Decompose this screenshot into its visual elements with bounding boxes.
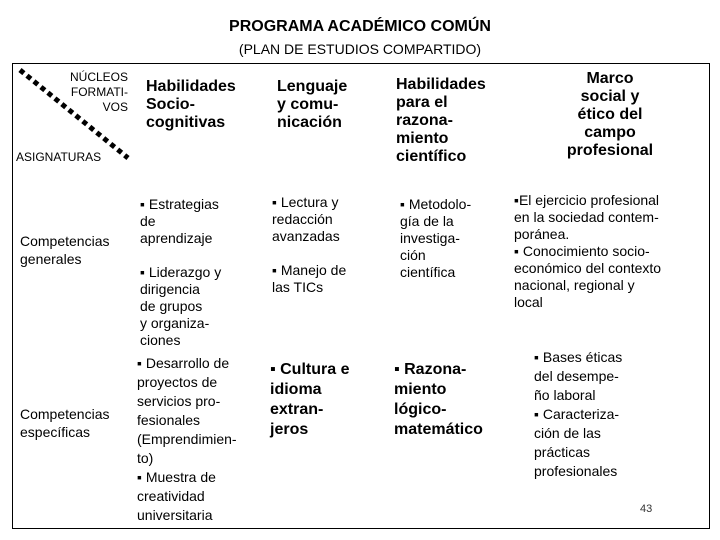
column-header-lenguaje: Lenguaje y comu- nicación: [277, 78, 348, 131]
column-header-razonamiento: Habilidades para el razona- miento científico: [396, 76, 486, 165]
cell-especificas-lenguaje: ▪ Cultura e idioma extran- jeros: [270, 361, 350, 438]
column-header-socio-cognitivas: Habilidades Socio- cognitivas: [146, 78, 236, 131]
column-header-marco-social: Marco social y ético del campo profesional: [566, 70, 654, 159]
cell-especificas-marco: ▪ Bases éticas del desempe- ño laboral ▪ Caracteriza- ción de las prácticas profesionales: [534, 349, 623, 479]
cell-especificas-razonamiento: ▪ Razona- miento lógico- matemático: [394, 361, 483, 438]
cell-generales-marco: ▪El ejercicio profesional en la sociedad contem- poránea. ▪ Conocimiento socio- económico del contexto nacional, regional y local: [514, 192, 662, 310]
row-label-especificas: Competencias específicas: [20, 406, 110, 440]
row-label-generales: Competencias generales: [20, 233, 110, 267]
page-title: PROGRAMA ACADÉMICO COMÚN: [229, 18, 491, 35]
corner-asignaturas-label: ASIGNATURAS: [16, 150, 102, 164]
cell-generales-lenguaje: ▪ Lectura y redacción avanzadas ▪ Manejo de las TICs: [272, 194, 347, 295]
cell-generales-razonamiento: ▪ Metodolo- gía de la investiga- ción científica: [400, 196, 472, 280]
cell-generales-socio: ▪ Estrategias de aprendizaje ▪ Liderazgo y dirigencia de grupos y organiza- ciones: [140, 196, 222, 348]
corner-nucleos-label: NÚCLEOS FORMATI- VOS: [69, 70, 128, 114]
page-number: 43: [640, 503, 653, 515]
cell-especificas-socio: ▪ Desarrollo de proyectos de servicios pro- fesionales (Emprendimien- to) ▪ Muestra de creatividad universitaria: [137, 355, 237, 523]
page-subtitle: (PLAN DE ESTUDIOS COMPARTIDO): [238, 41, 482, 57]
